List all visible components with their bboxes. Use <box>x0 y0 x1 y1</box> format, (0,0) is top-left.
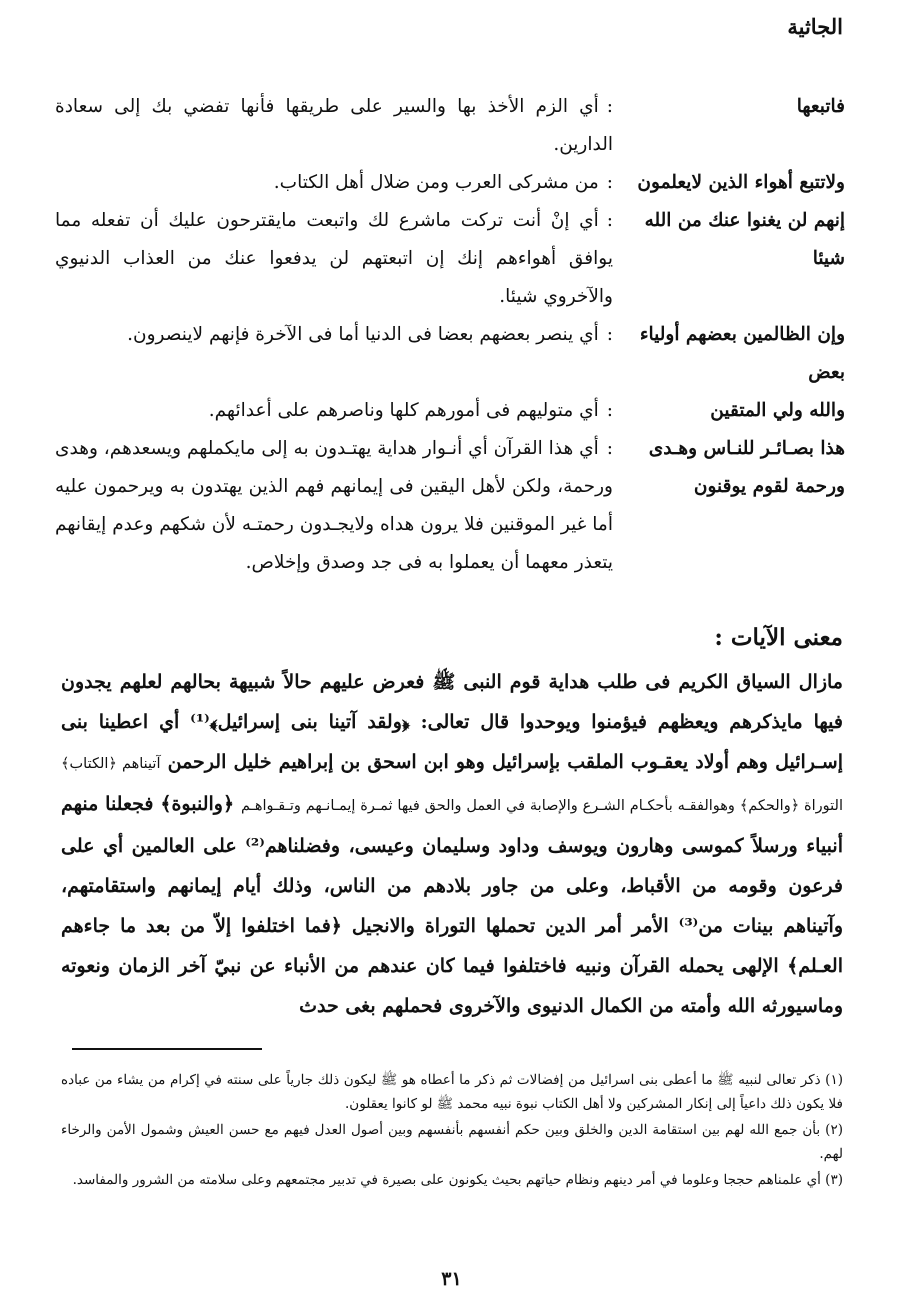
glossary-term: إنهم لن يغنوا عنك من الله شيئا <box>644 210 845 269</box>
page-number: ٣١ <box>441 1268 462 1290</box>
commentary-part: ﴿والنبوة﴾ فجعلنا منهم أنبياء ورسلاً كموسى وهارون ويوسف وداود وسليمان وعيسى، وفضلناهم⁽²⁾ على العالمين أي على فرعون وقومه من الأقباط، وعلى من جاور بلادهم من الناس، وذلك أيام إيمانهم واستقامتهم، وآتيناهم بينات من⁽³⁾ الأمر أمر الدين تحملها التوراة والانجيل ﴿فما اختلفوا إلاّ من بعد ما جاءهم العـلم﴾ الإلهى يحمله القرآن ونبيه فاختلفوا فيما كان عندهم من الأنباء عن نبيّ آخر الزمان ونعوته وماسيورثه الله وأمته من الكمال الدنيوى والآخروى فحملهم بغى حدث <box>61 793 844 1017</box>
glossary-term: هذا بصـائـر للنـاس وهـدى ورحمة لقوم يوقنون <box>648 438 845 497</box>
glossary-row <box>55 88 845 164</box>
glossary-term: وإن الظالمين بعضهم أولياء بعض <box>639 324 845 383</box>
footnotes <box>61 1068 843 1194</box>
glossary-definition: :أي متوليهم فى أمورهم كلها وناصرهم على أعدائهم. <box>208 400 613 421</box>
chapter-header: الجاثية <box>787 14 843 39</box>
glossary-row <box>55 316 845 392</box>
glossary-term: والله ولي المتقين <box>710 400 845 421</box>
glossary <box>55 88 845 582</box>
commentary-part-small: آتيناهم ﴿الكتاب﴾ التوراة ﴿والحكم﴾ وهوالفقـه بأحكـام الشـرع والإصابة في العمل والحق فيها ثمـرة إيمـانـهم وتـقـواهـم <box>61 756 843 814</box>
glossary-definition: :أي الزم الأخذ بها والسير على طريقها فأنها تفضي بك إلى سعادة الدارين. <box>55 96 613 155</box>
footnote: (٣) أي علمناهم حججا وعلوما في أمر دينهم ونظام حياتهم بحيث يكونون على بصيرة في تدبير مجتمعهم وعلى سلامته من الشرور والمفاسد. <box>72 1172 843 1188</box>
glossary-row <box>55 202 845 316</box>
commentary-part: مازال السياق الكريم فى طلب هداية قوم النبى ﷺ فعرض عليهم حالاً شبيهة بحالهم لعلهم يجدون فيها مايذكرهم ويعظهم فيؤمنوا ويوحدوا قال تعالى: ﴿ولقد آتينا بنى إسرائيل﴾⁽¹⁾ أي اعطينا بنى إسـرائيل وهم أولاد يعقـوب الملقب بإسرائيل وهو ابن اسحق بن إبراهيم خليل الرحمن <box>61 671 844 773</box>
glossary-term: فاتبعها <box>796 96 845 117</box>
footnote: (٢) بأن جمع الله لهم بين استقامة الدين والخلق وبين حكم أنفسهم بأنفسهم وبين أصول العدل فيهم مع حسن العيش وشمول الأمن والرخاء لهم. <box>61 1122 843 1162</box>
commentary-text <box>61 662 843 1026</box>
footnote-divider <box>72 1048 262 1050</box>
glossary-definition: :أي ينصر بعضهم بعضا فى الدنيا أما فى الآخرة فإنهم لاينصرون. <box>127 324 613 345</box>
glossary-definition: :من مشركى العرب ومن ضلال أهل الكتاب. <box>273 172 613 193</box>
section-title: معنى الآيات : <box>714 624 843 651</box>
glossary-row <box>55 430 845 582</box>
glossary-row <box>55 164 845 202</box>
glossary-definition: :أي هذا القرآن أي أنـوار هداية يهتـدون به إلى مايكملهم ويسعدهم، وهدى ورحمة، ولكن لأهل اليقين فى إيمانهم فهم الذين يهتدون به ويرحمون عليه أما غير الموقنين فلا يرون هداه ولايجـدون رحمتـه لأن شكهم وعدم إيقانهم يتعذر معهما أن يعملوا به فى جد وصدق وإخلاص. <box>55 438 613 573</box>
glossary-row <box>55 392 845 430</box>
footnote: (١) ذكر تعالى لنبيه ﷺ ما أعطى بنى اسرائيل من إفضالات ثم ذكر ما أعطاه هو ﷺ ليكون ذلك جارياً على سنته في إكرام من يشاء من عباده فلا يكون ذلك داعياً إلى إنكار المشركين ولا أهل الكتاب نبوة نبيه محمد ﷺ لو كانوا يعقلون. <box>61 1072 843 1112</box>
glossary-term: ولاتتبع أهواء الذين لايعلمون <box>637 172 845 193</box>
glossary-definition: :أي إنْ أنت تركت ماشرع لك واتبعت مايقترحون عليك أن تفعله مما يوافق أهواءهم إنك إن اتبعتهم لن يدفعوا عنك من العذاب الدنيوي والآخروي شيئا. <box>55 210 613 307</box>
